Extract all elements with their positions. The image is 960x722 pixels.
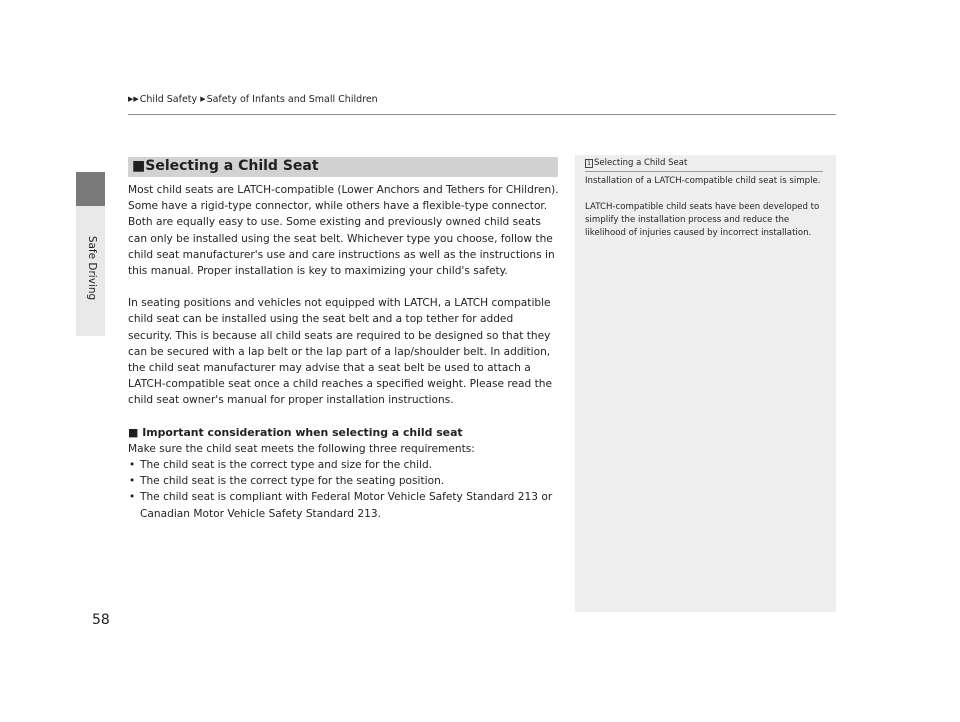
sidebar-note xyxy=(575,155,836,612)
note-reference-icon: 1 xyxy=(585,159,593,168)
requirements-intro: Make sure the child seat meets the following three requirements: xyxy=(128,442,475,455)
note-divider xyxy=(585,171,823,172)
list-item: • The child seat is the correct type and size for the child. xyxy=(128,457,560,473)
note-paragraph: Installation of a LATCH-compatible child seat is simple. xyxy=(585,176,821,186)
section-title: ■Selecting a Child Seat xyxy=(132,158,319,174)
breadcrumb-arrow-icon: ▶▶ xyxy=(128,95,139,103)
requirements-list xyxy=(128,457,560,522)
page-number: 58 xyxy=(92,612,110,628)
list-item: • The child seat is the correct type for the seating position. xyxy=(128,473,560,489)
note-body xyxy=(585,175,825,240)
subsection-heading: ■ Important consideration when selecting a child seat xyxy=(128,425,463,439)
paragraph-latch: Most child seats are LATCH-compatible (Lower Anchors and Tethers for CHildren). Some have a rigid-type connector, while others have a flexible-type connector. Both are equally easy to use. Some existing and previously owned child seats can only be installed using the seat belt. Whichever type you choose, follow the child seat manufacturer's use and care instructions as well as the instructions in this manual. Proper installation is key to maximizing your child's safety. xyxy=(128,184,559,278)
header-divider xyxy=(128,114,836,115)
section-square-icon: ■ xyxy=(132,158,146,174)
subsection-square-icon: ■ xyxy=(128,425,139,439)
note-title: 1 Selecting a Child Seat xyxy=(585,158,687,168)
breadcrumb xyxy=(128,94,378,105)
breadcrumb-arrow-icon: ▶ xyxy=(200,95,206,103)
breadcrumb-safety-infants[interactable]: Safety of Infants and Small Children xyxy=(206,94,378,105)
side-tab-marker xyxy=(76,172,105,206)
paragraph-no-latch: In seating positions and vehicles not equipped with LATCH, a LATCH compatible child seat can be installed using the seat belt and a top tether for added security. This is because all child seats are required to be designed so that they can be secured with a lap belt or the lap part of a lap/shoulder belt. In addition, the child seat manufacturer may advise that a seat belt be used to attach a LATCH-compatible seat once a child reaches a specified weight. Please read the child seat owner's manual for proper installation instructions. xyxy=(128,297,552,407)
main-text xyxy=(128,182,560,522)
note-paragraph: LATCH-compatible child seats have been developed to simplify the installation process and reduce the likelihood of injuries caused by incorrect installation. xyxy=(585,202,820,238)
side-tab-label: Safe Driving xyxy=(86,235,98,301)
breadcrumb-child-safety[interactable]: Child Safety xyxy=(139,94,198,105)
section-header xyxy=(128,157,558,177)
list-item: • The child seat is compliant with Federal Motor Vehicle Safety Standard 213 or Canadian Motor Vehicle Safety Standard 213. xyxy=(128,489,560,521)
